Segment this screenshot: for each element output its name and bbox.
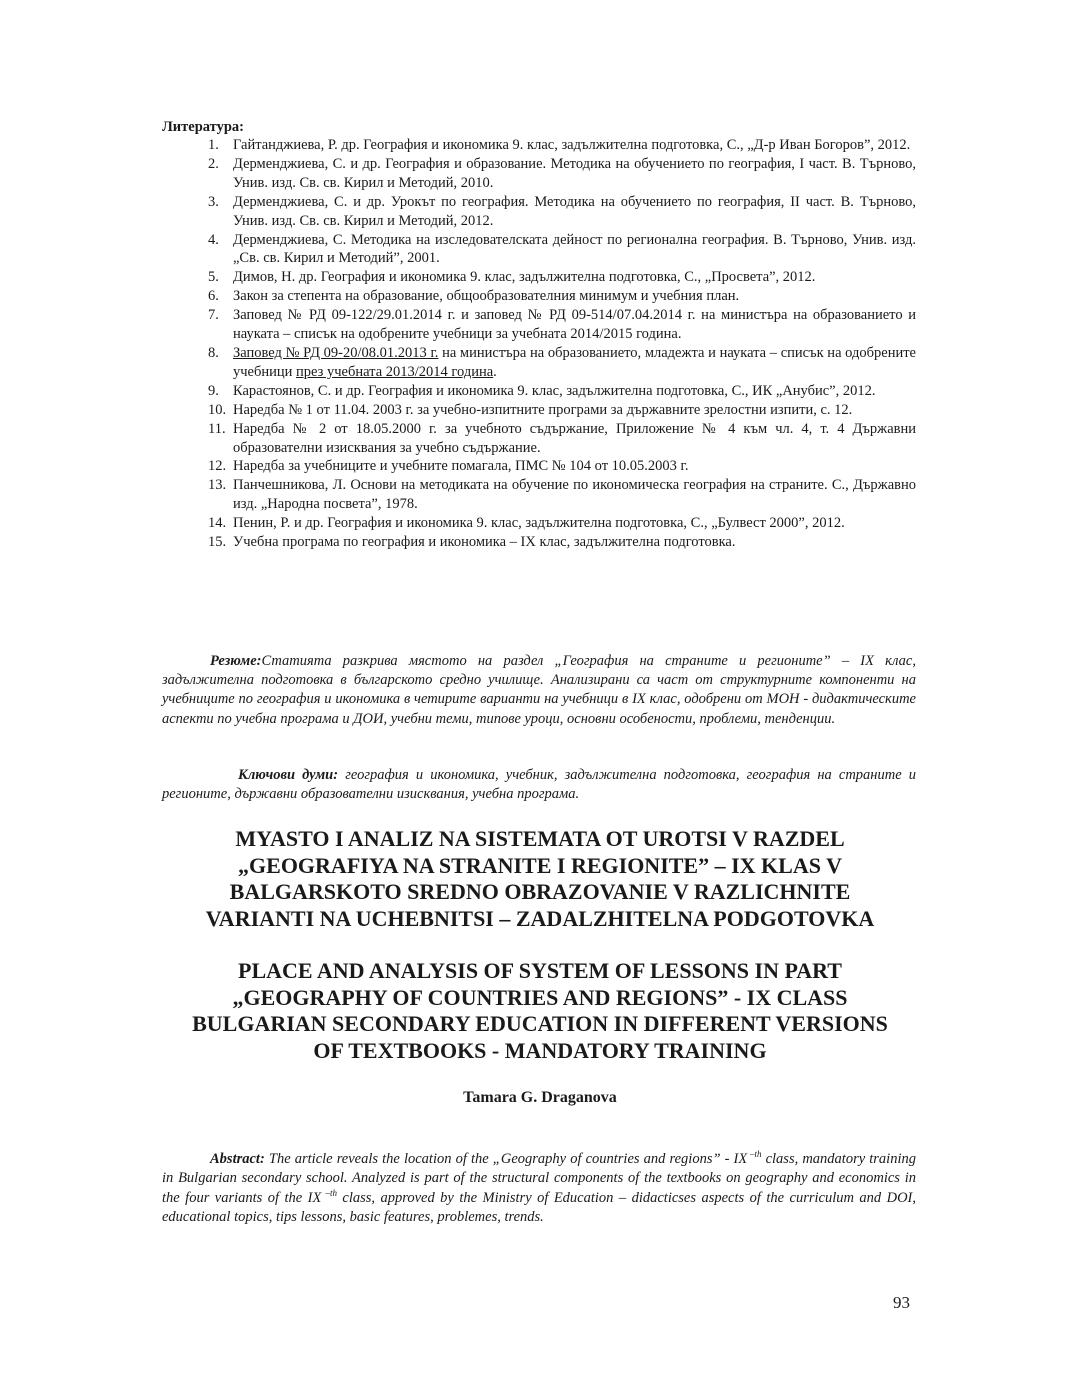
abstract-text: class, mandatory training in Bulgarian secondary school. Analyzed is part of the structural components of the textbooks on geography and economics in the four variants of the IX [162,1151,916,1206]
reference-text: Панчешникова, Л. Основи на методиката на обучение по икономическа география на страните. С., Държавно изд. „Народна посвета”, 1978. [233,477,916,513]
reference-item [162,401,916,420]
reference-link-order[interactable]: Заповед № РД 09-20/08.01.2013 г. [233,344,439,361]
reference-number: 15. [208,534,227,551]
reference-item [162,306,916,344]
abstract-superscript: –th [747,1149,762,1160]
title-line: VARIANTI NA UCHEBNITSI – ZADALZHITELNA PODGOTOVKA [205,905,875,931]
reference-number: 13. [208,477,227,494]
author-name: Tamara G. Draganova [463,1089,617,1106]
literature-heading: Литература: [162,119,244,135]
reference-text: Дерменджиева, С. и др. География и образование. Методика на обучението по география, I част. В. Търново, Унив. изд. Св. св. Кирил и Методий, 2010. [233,155,916,191]
title-line: BULGARIAN SECONDARY EDUCATION IN DIFFERENT VERSIONS [192,1011,888,1036]
reference-text: Гайтанджиева, Р. др. География и икономика 9. клас, задължителна подготовка, С., „Д-р Иван Богоров”, 2012. [233,137,911,153]
title-line: „GEOGRAPHY OF COUNTRIES AND REGIONS” - IX CLASS [232,984,848,1010]
reference-number: 7. [208,307,219,324]
summary-label: Резюме: [210,653,262,669]
reference-number: 10. [208,401,227,418]
keywords-label: Ключови думи: [238,767,339,783]
reference-text: Карастоянов, С. и др. География и икономика 9. клас, задължителна подготовка, С., ИК „Анубис”, 2012. [233,382,876,399]
summary-text: Статията разкрива мястото на раздел „География на страните и регионите” – IX клас, задължителна подготовка в българското средно училище. Анализирани са част от структурните компоненти на учебниците по география и икономика в четирите варианти на учебници в IX клас, одобрени от МОН - дидактическите аспекти по учебна програма и ДОИ, учебни теми, типове уроци, основни особености, проблеми, тенденции. [162,653,916,727]
reference-number: 11. [208,420,226,437]
title-english [140,958,940,1064]
title-line: BALGARSKOTO SREDNO OBRAZOVANIE V RAZLICHNITE [229,879,851,904]
reference-item [162,344,916,382]
reference-item [162,457,916,476]
reference-number: 5. [208,269,219,286]
reference-item [162,476,916,514]
reference-item [162,420,916,458]
title-line: OF TEXTBOOKS - MANDATORY TRAINING [313,1037,767,1063]
reference-link-year[interactable]: през учебната 2013/2014 година [296,363,494,380]
reference-number: 6. [208,288,219,305]
reference-text: Димов, Н. др. География и икономика 9. клас, задължителна подготовка, С., „Просвета”, 2012. [233,269,816,286]
title-line: PLACE AND ANALYSIS OF SYSTEM OF LESSONS IN PART [238,958,842,983]
reference-text: Наредба за учебниците и учебните помагала, ПМС № 104 от 10.05.2003 г. [233,458,689,475]
page-number: 93 [893,1293,910,1312]
keywords-paragraph [162,766,916,804]
reference-number: 9. [208,382,219,399]
reference-text: Наредба № 1 от 11.04. 2003 г. за учебно-изпитните програми за държавните зрелостни изпити, с. 12. [233,401,853,418]
abstract-label: Abstract: [210,1151,265,1167]
reference-text: Заповед № РД 09-122/29.01.2014 г. и заповед № РД 09-514/07.04.2014 г. на министъра на образованието и науката – списък на одобрените учебници за учебната 2014/2015 година. [233,307,916,343]
abstract-superscript: –th [321,1187,337,1198]
reference-text: на министъра на образованието, младежта и науката – списък на одобрените учебници [233,344,916,380]
reference-text: Дерменджиева, С. и др. Урокът по география. Методика на обучението по география, II част. В. Търново, Унив. изд. Св. св. Кирил и Методий, 2012. [233,193,916,229]
summary-paragraph [162,652,916,729]
reference-text: Наредба № 2 от 18.05.2000 г. за учебното съдържание, Приложение № 4 към чл. 4, т. 4 Държавни образователни изисквания за учебно съдържание. [233,420,916,456]
reference-item [162,533,916,552]
reference-text: Дерменджиева, С. Методика на изследователската дейност по регионална география. В. Търново, Унив. изд. „Св. св. Кирил и Методий”, 2001. [233,231,916,267]
reference-text: Закон за степента на образование, общообразователния минимум и учебния план. [233,288,740,305]
reference-number: 12. [208,458,227,475]
reference-text: Пенин, Р. и др. География и икономика 9. клас, задължителна подготовка, С., „Булвест 2000”, 2012. [233,515,845,532]
reference-item [162,268,916,287]
keywords-text: география и икономика, учебник, задължителна подготовка, география на страните и регионите, държавни образователни изисквания, учебна програма. [162,767,916,803]
reference-number: 1. [208,137,219,153]
abstract-text: The article reveals the location of the „Geography of countries and regions” - IX [264,1151,748,1167]
title-line: MYASTO I ANALIZ NA SISTEMATA OT UROTSI V RAZDEL [235,826,845,851]
reference-item [162,514,916,533]
reference-item [162,382,916,401]
reference-number: 2. [208,155,219,172]
reference-number: 3. [208,193,219,210]
reference-number: 4. [208,231,219,248]
reference-item [162,193,916,231]
reference-item [162,155,916,193]
reference-item [162,287,916,306]
title-line: „GEOGRAFIYA NA STRANITE I REGIONITE” – IX KLAS V [238,852,842,878]
abstract-text: class, approved by the Ministry of Education – didacticses aspects of the curriculum and DOI, educational topics, tips lessons, basic features, problemes, trends. [162,1189,916,1226]
abstract-paragraph [162,1150,916,1228]
reference-text-end: . [493,363,497,380]
reference-item [162,231,916,269]
reference-number: 8. [208,344,219,361]
reference-number: 14. [208,515,227,532]
reference-text: Учебна програма по география и икономика – IX клас, задължителна подготовка. [233,534,736,551]
reference-list [162,136,916,552]
reference-item [162,136,916,155]
title-transliterated [140,826,940,932]
